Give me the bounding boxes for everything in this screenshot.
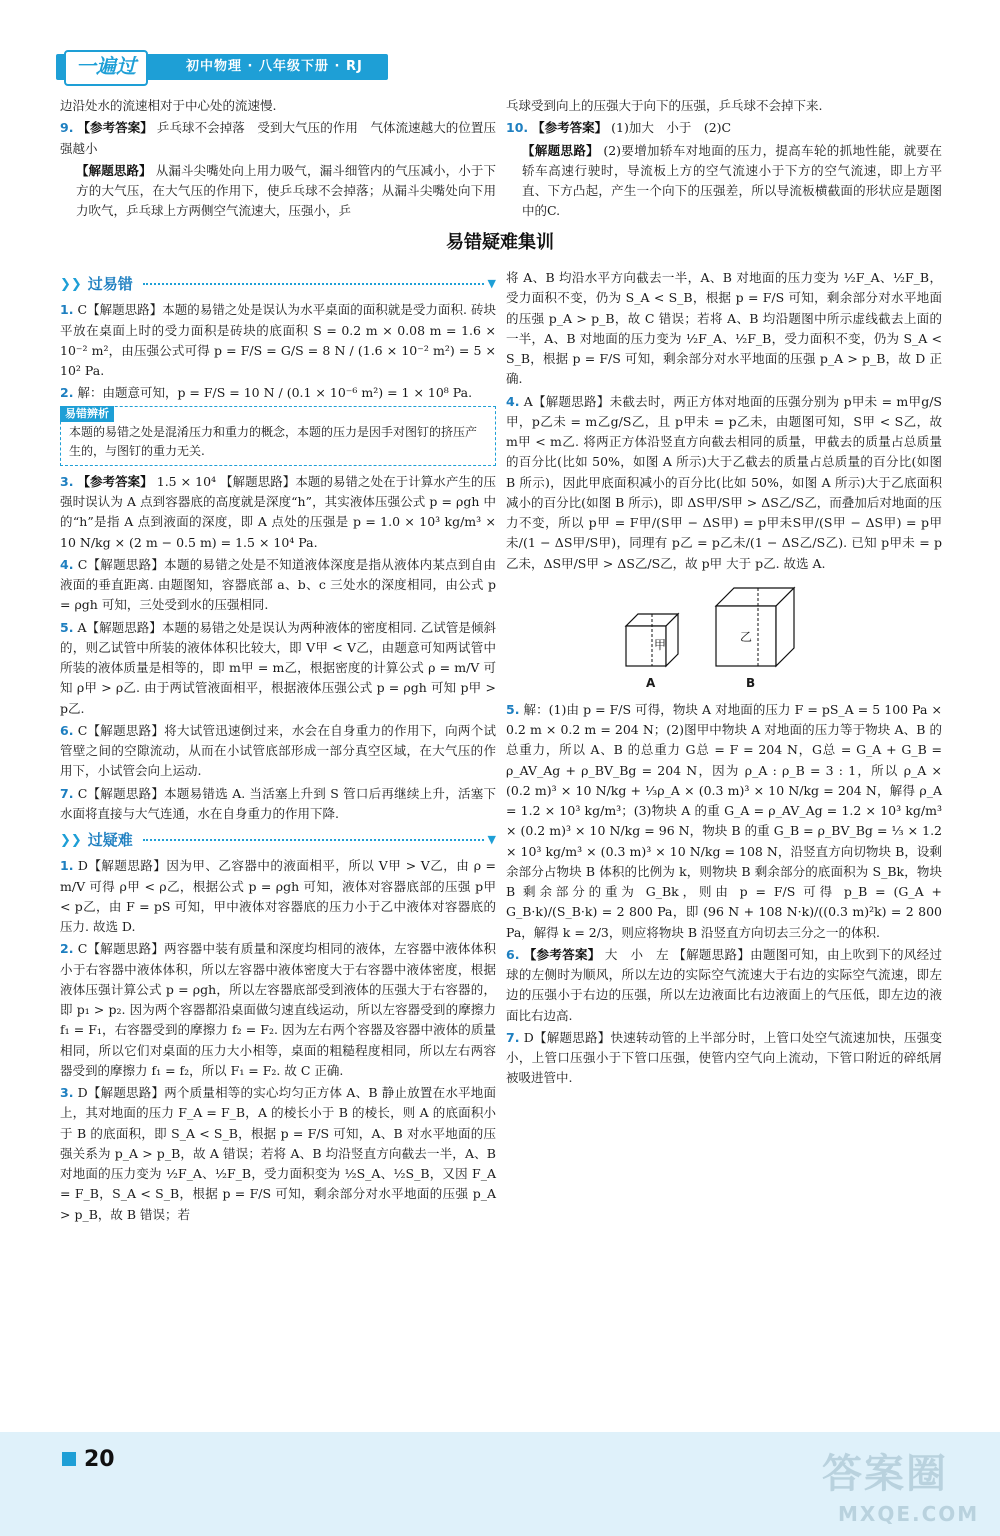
answer-item [60,939,496,1081]
item-number: 10. [506,120,529,136]
continued-text: 边沿处水的流速相对于中心处的流速慢. [60,98,277,113]
subsection-heading-mistakes [60,272,496,296]
cube-a [626,614,678,666]
item-number: 6. [60,722,74,738]
cube-a-caption: A [646,675,656,690]
answer-text: 1.5 × 10⁴ [156,473,217,489]
item-text: C【解题思路】两容器中装有质量和深度均相同的液体，左容器中液体体积小于右容器中液体体积，所以左容器中液体密度大于右容器中液体密度，根据液体压强计算公式 p = ρgh，所以左容器底部受到液体的压强大于右容器的，即 p₁ > p₂. 因为两个容器都沿桌面做匀速直线运动，所以左容器受到的摩擦力 f₁ = F₁，右容器受到的摩擦力 f₂ = F₂. 因为左右两个容器及容器中液体的质量相同，所以它们对桌面的压力大小相等，桌面的粗糙程度相同，所以左右两容器受到的摩擦力 f₁ = f₂，所以 F₁ = F₂. 故 C 正确. [60,941,496,1078]
reasoning-text: (2)要增加轿车对地面的压力，提高车轮的抓地性能，就要在轿车高速行驶时，导流板上方的空气流速小于下方的空气流速，即上方平直、下方凸起，产生一个向下的压强差，所以导流板横截面的形状应是题图中的C. [522,142,942,219]
reasoning-tag: 【解题思路】 [522,142,600,158]
dotted-divider [143,283,484,285]
item-text: A【解题思路】本题的易错之处是误认为两种液体的密度相同. 乙试管是倾斜的，则乙试管中所装的液体体积比较大，即 V甲 < V乙，由题意可知两试管中所装的液体质量是相等的，即 m甲 = m乙，根据密度的计算公式 ρ = m/V 可知 ρ甲 > ρ乙. 由于两试管液面相平，根据液体压强公式 p = ρgh 可知 p甲 > p乙. [60,619,496,716]
answer-item [60,721,496,782]
answer-item-10 [506,118,942,138]
answer-item [60,784,496,825]
page-number: 20 [84,1447,115,1472]
item-text: D【解题思路】快速转动管的上半部分时，上管口处空气流速加快，压强变小，上管口压强小于下管口压强，使管内空气向上流动，下管口附近的碎纸屑被吸进管中. [506,1029,942,1086]
item-number: 2. [60,385,74,401]
answer-item [506,392,942,574]
item-text: C【解题思路】本题易错选 A. 当活塞上升到 S 管口后再继续上升，活塞下水面将直接与大气连通，水在自身重力的作用下降. [60,785,496,821]
cube-b-inner-label: 乙 [740,629,753,644]
item-number: 1. [60,302,74,318]
answer-item [60,300,496,381]
answer-text: 乒乓球不会掉落 受到大气压的作用 气体流速越大的位置压强越小 [60,120,496,156]
item-number: 4. [60,556,74,572]
subsection-heading-difficulties [60,828,496,852]
page-header [0,0,1000,100]
cube-figure [506,578,942,696]
book-subject: 初中物理 · 八年级下册 · RJ [186,59,363,74]
note-label: 易错辨析 [60,406,114,422]
left-main-column [60,268,496,1227]
answer-text: (1)加大 小于 (2)C [611,120,732,136]
dotted-divider [143,839,484,841]
answer-item [60,618,496,719]
item-text: C【解题思路】本题的易错之处是误认为水平桌面的面积就是受力面积. 砖块平放在桌面上时的受力面积是砖块的底面积 S = 0.2 m × 0.08 m = 1.6 × 10⁻² m²，由压强公式可得 p = F/S = G/S = 8 N / (1.6 × 10⁻² m²) = 5 × 10² Pa. [60,302,496,379]
answer-item-9-reasoning [60,161,496,222]
answer-item [60,856,496,937]
answer-tag: 【参考答案】 [523,946,601,962]
cube-b [716,588,794,666]
item-number: 5. [60,619,74,635]
answer-text: 大 小 左 [604,946,669,962]
item-number: 3. [60,1085,74,1101]
item-number: 3. [60,473,74,489]
answer-item-10-reasoning [506,141,942,222]
triangle-down-icon: ▼ [487,277,496,291]
continued-text: 乓球受到向上的压强大于向下的压强，乒乓球不会掉下来. [506,98,823,113]
triangle-down-icon: ▼ [487,833,496,847]
answer-item [60,472,496,553]
chevron-icon: ❯❯ [60,832,82,848]
page-footer [0,1432,1000,1536]
answer-tag: 【参考答案】 [77,120,153,136]
item-number: 5. [506,701,520,717]
item-text: D【解题思路】两个质量相等的实心均匀正方体 A、B 静止放置在水平地面上，其对地面的压力 F_A = F_B，A 的棱长小于 B 的棱长，则 A 的底面积小于 B 的底面积，即 S_A < S_B，根据 p = F/S 可知，A、B 对水平地面的压强关系为 p_A > p_B，故 A 错误；若将 A、B 均沿竖直方向截去一半，A、B 对地面的压力变为 ½F_A、½F_B，受力面积变为 ½S_A、½S_B，又因 F_A = F_B，S_A < S_B，根据 p = F/S 可知，剩余部分对水平地面的压强 p_A > p_B，故 B 错误；若 [60,1085,496,1222]
answer-item [506,945,942,1026]
item-number: 2. [60,941,74,957]
answer-tag: 【参考答案】 [532,120,608,136]
reasoning-tag: 【解题思路】 [76,162,152,178]
top-right-column [506,96,942,224]
item-number: 7. [506,1029,520,1045]
cube-diagram [506,578,942,696]
top-left-column [60,96,496,224]
item-number: 7. [60,785,74,801]
cube-b-caption: B [746,675,756,690]
item-text: D【解题思路】因为甲、乙容器中的液面相平，所以 V甲 > V乙，由 ρ = m/V 可得 ρ甲 < ρ乙，根据公式 p = ρgh 可知，液体对容器底部的压强 p甲 < p乙，由 F = pS 可知，甲中液体对容器底的压力小于乙中液体对容器底的压力. 故选 D. [60,858,496,935]
answer-item-9 [60,118,496,159]
item-number: 4. [506,393,520,409]
item-text: A【解题思路】未截去时，两正方体对地面的压强分别为 p甲未 = m甲g/S甲，p乙未 = m乙g/S乙，且 p甲未 = p乙未，由题图可知，S甲 < S乙，故 m甲 < m乙. 将两正方体沿竖直方向截去相同的质量，甲截去的质量占总质量的百分比(比如 50%，如图 A 所示)大于乙截去的质量占总质量的百分比(如图 B 所示)，因此甲底面积减小的百分比(比如 50%，如图 A 所示)大于乙底面积减小的百分比(如图 B 所示)，即 ΔS甲/S甲 > ΔS乙/S乙，而叠加后对地面的压力不变，所以 p甲 = F甲/(S甲 − ΔS甲) = p甲未S甲/(S甲 − ΔS甲) = p甲未/(1 − ΔS甲/S甲)，同理有 p乙 = p乙未/(1 − ΔS乙/S乙). 已知 p甲未 = p乙未，ΔS甲/S甲 > ΔS乙/S乙，故 p甲 大于 p乙. 故选 A. [506,393,942,571]
brand-logo: 一遍过 [64,50,148,86]
item-text: 【解题思路】由题图可知，由上吹到下的风经过球的左侧时为顺风，所以左边的实际空气流速大于右边的实际空气流速，即左边的压强小于右边的压强，所以左边液面比右边液面上的气压低，即左边的液面比右边高. [506,946,942,1023]
item-text: 解：由题意可知，p = F/S = 10 N / (0.1 × 10⁻⁶ m²) = 1 × 10⁸ Pa. [77,385,473,401]
item-number: 6. [506,946,520,962]
cube-a-inner-label: 甲 [654,637,667,652]
answer-tag: 【参考答案】 [77,473,153,489]
answer-item [506,700,942,943]
subsection-title: 过疑难 [87,831,133,850]
reasoning-text: 从漏斗尖嘴处向上用力吸气，漏斗细管内的气压减小，小于下方的大气压，在大气压的作用下，使乒乓球不会掉落；从漏斗尖嘴处向下用力吹气，乒乓球上方两侧空气流速大，压强小，乒 [76,162,496,219]
subsection-title: 过易错 [87,275,133,293]
answer-item [60,383,496,403]
item-number: 1. [60,858,74,874]
item-text: C【解题思路】将大试管迅速倒过来，水会在自身重力的作用下，向两个试管壁之间的空隙流动，从而在小试管底部形成一部分真空区域，在大气压的作用下，小试管会向上运动. [60,722,496,779]
item-number: 9. [60,120,74,136]
continued-text: 将 A、B 均沿水平方向截去一半，A、B 对地面的压力变为 ½F_A、½F_B，受力面积不变，仍为 S_A < S_B，根据 p = F/S 可知，剩余部分对水平地面的压强 p_A > p_B，故 C 错误；若将 A、B 均沿题图中所示虚线截去上面的一半，A、B 对地面的压力变为 ½F_A、½F_B，受力面积不变，仍为 S_A < S_B，根据 p = F/S 可知，剩余部分对水平地面的压强 p_A > p_B，故 D 正确. [506,270,942,387]
square-icon [62,1452,76,1466]
answer-item [60,1083,496,1225]
answer-item [506,1028,942,1089]
watermark-text: 答案圈 [822,1451,948,1497]
item-text: 解：(1)由 p = F/S 可得，物块 A 对地面的压力 F = pS_A = 5 100 Pa × 0.2 m × 0.2 m = 204 N；(2)图甲中物块 A 对地面的压力等于物块 A、B 的总重力，所以 A、B 的总重力 G总 = F = 204 N，G总 = G_A + G_B = ρ_AV_Ag + ρ_BV_Bg = 204 N，因为 ρ_A : ρ_B = 3 : 1，所以 ρ_A × (0.2 m)³ × 10 N/kg + ⅓ρ_A × (0.3 m)³ × 10 N/kg = 204 N，解得 ρ_A = 1.2 × 10³ kg/m³；(3)物块 A 的重 G_A = ρ_AV_Ag = 1.2 × 10³ kg/m³ × (0.2 m)³ × 10 N/kg = 96 N，物块 B 的重 G_B = ρ_BV_Bg = ⅓ × 1.2 × 10³ kg/m³ × (0.3 m)³ × 10 N/kg = 108 N，沿竖直方向切物块 B，设剩余部分占物块 B 体积的比例为 k，则物块 B 剩余部分的底面积为 S_Bk，物块 B 剩余部分的重为 G_Bk，则由 p = F/S 可得 p_B = (G_A + G_B·k)/(S_B·k) = 2 800 Pa，即 (96 N + 108 N·k)/((0.3 m)²k) = 2 800 Pa，解得 k = 2/3，则应将物块 B 沿竖直方向切去三分之一的体积. [506,701,942,940]
chevron-icon: ❯❯ [60,276,82,292]
item-text: 【解题思路】本题的易错之处在于计算水产生的压强时误认为 A 点到容器底的高度就是深度“h”，其实液体压强公式 p = ρgh 中的“h”是指 A 点到液面的深度，即 A 点处的压强是 p = 1.0 × 10³ kg/m³ × 10 N/kg × (2 m − 0.5 m) = 1.5 × 10⁴ Pa. [60,473,496,550]
note-text: 本题的易错之处是混淆压力和重力的概念，本题的压力是因手对图钉的挤压产生的，与图钉的重力无关. [69,424,478,458]
answer-item [60,555,496,616]
mistake-analysis-box [60,406,496,466]
item-text: C【解题思路】本题的易错之处是不知道液体深度是指从液体内某点到自由液面的垂直距离. 由题图知，容器底部 a、b、c 三处水的深度相同，由公式 p = ρgh 可知，三处受到水的压强相同. [60,556,496,613]
right-main-column [506,268,942,1091]
section-title: 易错疑难集训 [446,232,554,253]
watermark-url: MXQE.COM [838,1502,980,1526]
